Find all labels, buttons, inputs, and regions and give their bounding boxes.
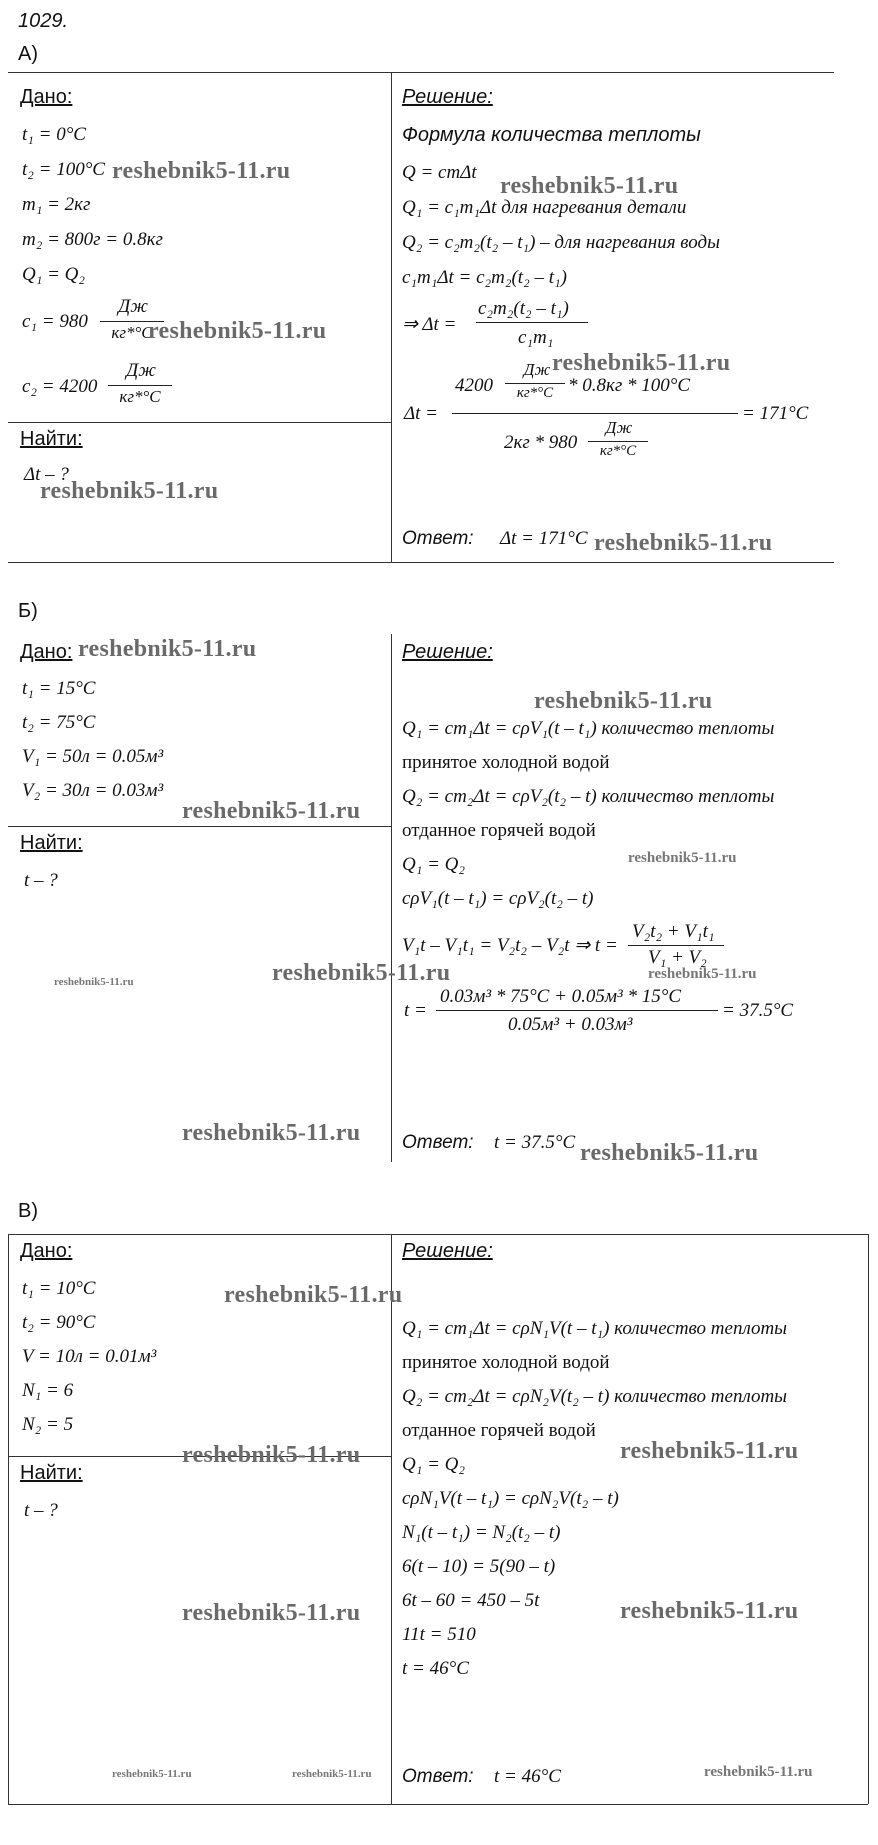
part-a-c2-unit-den: кг*°C (119, 387, 161, 406)
part-a-given-7: c₂ = 4200 (22, 376, 98, 397)
part-a-solution-header: Решение: (402, 86, 493, 108)
watermark: reshebnik5-11.ru (272, 960, 451, 986)
part-c-line-7: N₁(t – t₁) = N₂(t₂ – t) (402, 1522, 561, 1543)
part-c-top-border (8, 1234, 868, 1235)
part-c-answer: t = 46°C (494, 1766, 561, 1787)
part-a-implies-den: c₁m₁ (518, 327, 554, 348)
part-a-given-header: Дано: (20, 86, 73, 108)
part-b-derive-num: V₂t₂ + V₁t₁ (632, 921, 715, 942)
part-b-find-divider (8, 826, 391, 827)
part-a-line-1: Q = cmΔt (402, 162, 477, 183)
part-c-line-4: отданное горячей водой (402, 1420, 596, 1441)
part-b-derive-den: V₁ + V₂ (648, 947, 707, 968)
part-b-derive-bar (628, 945, 724, 946)
part-a-implies-bar (476, 322, 588, 323)
part-c-line-1: Q₁ = cm₁Δt = cρN₁V(t – t₁) количество теплоты (402, 1318, 788, 1339)
part-a-answer: Δt = 171°C (500, 528, 588, 549)
part-a-calc-num-a: 4200 (455, 375, 493, 396)
part-b-divider (391, 634, 392, 1162)
watermark: reshebnik5-11.ru (40, 478, 219, 504)
part-b-calc-lhs: t = (404, 1000, 427, 1021)
watermark: reshebnik5-11.ru (148, 318, 327, 344)
watermark: reshebnik5-11.ru (534, 688, 713, 714)
part-a-implies-num: c₂m₂(t₂ – t₁) (478, 298, 569, 319)
part-a-find-header: Найти: (20, 428, 83, 450)
watermark: reshebnik5-11.ru (620, 1598, 799, 1624)
part-a-calc-result: = 171°C (742, 403, 809, 424)
part-c-line-6: cρN₁V(t – t₁) = cρN₂V(t₂ – t) (402, 1488, 619, 1509)
part-c-given-3: V = 10л = 0.01м³ (22, 1346, 157, 1367)
part-a-find-divider (8, 422, 391, 423)
watermark: reshebnik5-11.ru (182, 1442, 361, 1468)
part-a-calc-num-unit-bar (505, 383, 565, 384)
part-a-calc-num-unit-num: Дж (523, 360, 551, 379)
watermark: reshebnik5-11.ru (580, 1140, 759, 1166)
part-b-given-1: t₁ = 15°C (22, 678, 96, 699)
watermark: reshebnik5-11.ru (500, 173, 679, 199)
part-b-line-1: Q₁ = cm₁Δt = cρV₁(t – t₁) количество теплоты (402, 718, 775, 739)
part-a-given-6: c₁ = 980 (22, 311, 88, 332)
part-c-line-2: принятое холодной водой (402, 1352, 610, 1373)
watermark: reshebnik5-11.ru (628, 850, 737, 866)
part-c-answer-label: Ответ: (402, 1766, 474, 1787)
part-b-given-3: V₁ = 50л = 0.05м³ (22, 746, 164, 767)
part-b-derive-lhs: V₁t – V₁t₁ = V₂t₂ – V₂t ⇒ t = (402, 935, 618, 956)
part-a-given-4: m₂ = 800г = 0.8кг (22, 229, 163, 250)
part-b-calc-bar (436, 1010, 718, 1011)
watermark: reshebnik5-11.ru (704, 1764, 813, 1780)
watermark: reshebnik5-11.ru (182, 1600, 361, 1626)
part-b-given-2: t₂ = 75°C (22, 712, 96, 733)
part-b-line-6: cρV₁(t – t₁) = cρV₂(t₂ – t) (402, 888, 594, 909)
part-a-c1-unit-den: кг*°C (111, 323, 153, 342)
part-c-find: t – ? (24, 1500, 58, 1521)
part-c-given-header: Дано: (20, 1240, 73, 1262)
part-b-line-3: Q₂ = cm₂Δt = cρV₂(t₂ – t) количество теплоты (402, 786, 775, 807)
part-a-given-2: t₂ = 100°C (22, 159, 105, 180)
part-a-line-4: c₁m₁Δt = c₂m₂(t₂ – t₁) (402, 267, 567, 288)
watermark: reshebnik5-11.ru (552, 350, 731, 376)
part-c-line-10: 11t = 510 (402, 1624, 476, 1645)
part-b-given-header: Дано: (20, 641, 73, 663)
part-a-line-2: Q₁ = c₁m₁Δt для нагревания детали (402, 197, 687, 218)
part-b-answer: t = 37.5°C (494, 1132, 576, 1153)
part-c-line-11: t = 46°C (402, 1658, 469, 1679)
watermark: reshebnik5-11.ru (620, 1438, 799, 1464)
watermark: reshebnik5-11.ru (182, 1120, 361, 1146)
part-a-calc-den-unit-num: Дж (605, 418, 633, 437)
part-a-calc-den-unit-bar (588, 441, 648, 442)
part-a-calc-den-unit-den: кг*°C (599, 443, 637, 459)
part-a-implies-lhs: ⇒ Δt = (402, 314, 457, 335)
part-a-calc-lhs: Δt = (404, 403, 439, 424)
part-c-given-1: t₁ = 10°C (22, 1278, 96, 1299)
part-a-given-5: Q₁ = Q₂ (22, 264, 85, 285)
part-c-given-2: t₂ = 90°C (22, 1312, 96, 1333)
part-a-given-3: m₁ = 2кг (22, 194, 91, 215)
watermark: reshebnik5-11.ru (182, 798, 361, 824)
watermark: reshebnik5-11.ru (112, 158, 291, 184)
part-c-divider (391, 1234, 392, 1804)
part-a-top-border (8, 72, 834, 73)
part-c-given-4: N₁ = 6 (22, 1380, 74, 1401)
part-c-find-header: Найти: (20, 1462, 83, 1484)
part-b-answer-label: Ответ: (402, 1132, 474, 1153)
part-b-line-2: принятое холодной водой (402, 752, 610, 773)
part-b-calc-num: 0.03м³ * 75°C + 0.05м³ * 15°C (440, 986, 682, 1007)
part-a-find: Δt – ? (24, 464, 69, 485)
part-a-calc-num-b: * 0.8кг * 100°C (568, 375, 691, 396)
watermark: reshebnik5-11.ru (78, 636, 257, 662)
watermark: reshebnik5-11.ru (648, 966, 757, 982)
part-c-right-border (868, 1234, 869, 1804)
part-c-left-border (8, 1234, 9, 1804)
part-b-solution-header: Решение: (402, 641, 493, 663)
watermark: reshebnik5-11.ru (54, 976, 134, 988)
watermark: reshebnik5-11.ru (292, 1768, 372, 1780)
part-a-given-1: t₁ = 0°C (22, 124, 86, 145)
part-a-label: А) (18, 43, 38, 65)
part-c-label: В) (18, 1200, 38, 1222)
part-c-line-3: Q₂ = cm₂Δt = cρN₂V(t₂ – t) количество теплоты (402, 1386, 788, 1407)
part-b-line-5: Q₁ = Q₂ (402, 854, 465, 875)
part-b-calc-den: 0.05м³ + 0.03м³ (508, 1014, 633, 1035)
part-b-label: Б) (18, 600, 38, 622)
part-b-given-4: V₂ = 30л = 0.03м³ (22, 780, 164, 801)
part-c-line-5: Q₁ = Q₂ (402, 1454, 465, 1475)
part-a-calc-den-a: 2кг * 980 (504, 432, 578, 453)
part-a-bottom-border (8, 562, 834, 563)
problem-number: 1029. (18, 10, 69, 32)
part-b-find-header: Найти: (20, 832, 83, 854)
part-c-bottom-border (8, 1804, 868, 1805)
part-a-calc-num-unit-den: кг*°C (516, 385, 554, 401)
part-a-c2-unit-bar (108, 385, 172, 386)
part-a-answer-label: Ответ: (402, 528, 474, 549)
part-a-calc-bar (452, 413, 738, 414)
watermark: reshebnik5-11.ru (224, 1282, 403, 1308)
part-c-given-5: N₂ = 5 (22, 1414, 74, 1435)
part-c-line-9: 6t – 60 = 450 – 5t (402, 1590, 540, 1611)
part-a-c2-unit-num: Дж (126, 360, 156, 381)
part-b-find: t – ? (24, 870, 58, 891)
watermark: reshebnik5-11.ru (112, 1768, 192, 1780)
part-a-solution-title: Формула количества теплоты (402, 124, 701, 146)
part-c-line-8: 6(t – 10) = 5(90 – t) (402, 1556, 556, 1577)
watermark: reshebnik5-11.ru (594, 530, 773, 556)
part-a-line-3: Q₂ = c₂m₂(t₂ – t₁) – для нагревания воды (402, 232, 721, 253)
part-b-calc-result: = 37.5°C (722, 1000, 794, 1021)
part-b-line-4: отданное горячей водой (402, 820, 596, 841)
part-a-c1-unit-num: Дж (118, 296, 148, 317)
part-c-solution-header: Решение: (402, 1240, 493, 1262)
part-a-divider (391, 72, 392, 562)
